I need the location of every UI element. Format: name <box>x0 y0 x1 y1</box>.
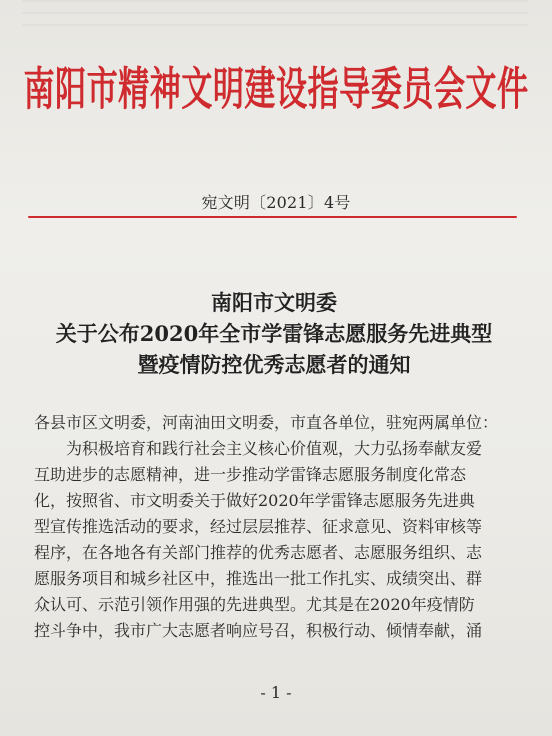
body-line-5: 型宣传推选活动的要求，经过层层推荐、征求意见、资料审核等 <box>34 517 483 536</box>
bleed-through-text <box>22 0 528 36</box>
body-line-2: 为积极培育和践行社会主义核心价值观，大力弘扬奉献友爱 <box>66 439 483 458</box>
notice-title-line-2: 关于公布2020年全市学雷锋志愿服务先进典型 <box>55 321 493 346</box>
notice-title-line-3: 暨疫情防控优秀志愿者的通知 <box>137 352 411 377</box>
document-number: 宛文明〔2021〕4号 <box>201 193 351 212</box>
red-divider-line <box>28 216 517 218</box>
header-title: 南阳市精神文明建设指导委员会文件 <box>23 61 529 116</box>
body-line-9: 控斗争中，我市广大志愿者响应号召，积极行动、倾情奉献，涌 <box>34 621 483 640</box>
body-line-8: 众认可、示范引领作用强的先进典型。尤其是在2020年疫情防 <box>34 595 475 614</box>
body-line-1: 各县市区文明委，河南油田文明委，市直各单位，驻宛两属单位： <box>34 413 499 432</box>
document-body <box>34 410 518 644</box>
body-line-6: 程序，在各地各有关部门推荐的优秀志愿者、志愿服务组织、志 <box>34 543 483 562</box>
body-line-7: 愿服务项目和城乡社区中，推选出一批工作扎实、成绩突出、群 <box>34 569 483 588</box>
notice-title-line-1: 南阳市文明委 <box>211 290 337 315</box>
body-line-3: 互助进步的志愿精神，进一步推动学雷锋志愿服务制度化常态 <box>34 465 467 484</box>
page-number: - 1 - <box>260 683 292 702</box>
document-header <box>23 54 529 124</box>
notice-title-block <box>34 287 514 380</box>
body-line-4: 化，按照省、市文明委关于做好2020年学雷锋志愿服务先进典 <box>34 491 475 510</box>
